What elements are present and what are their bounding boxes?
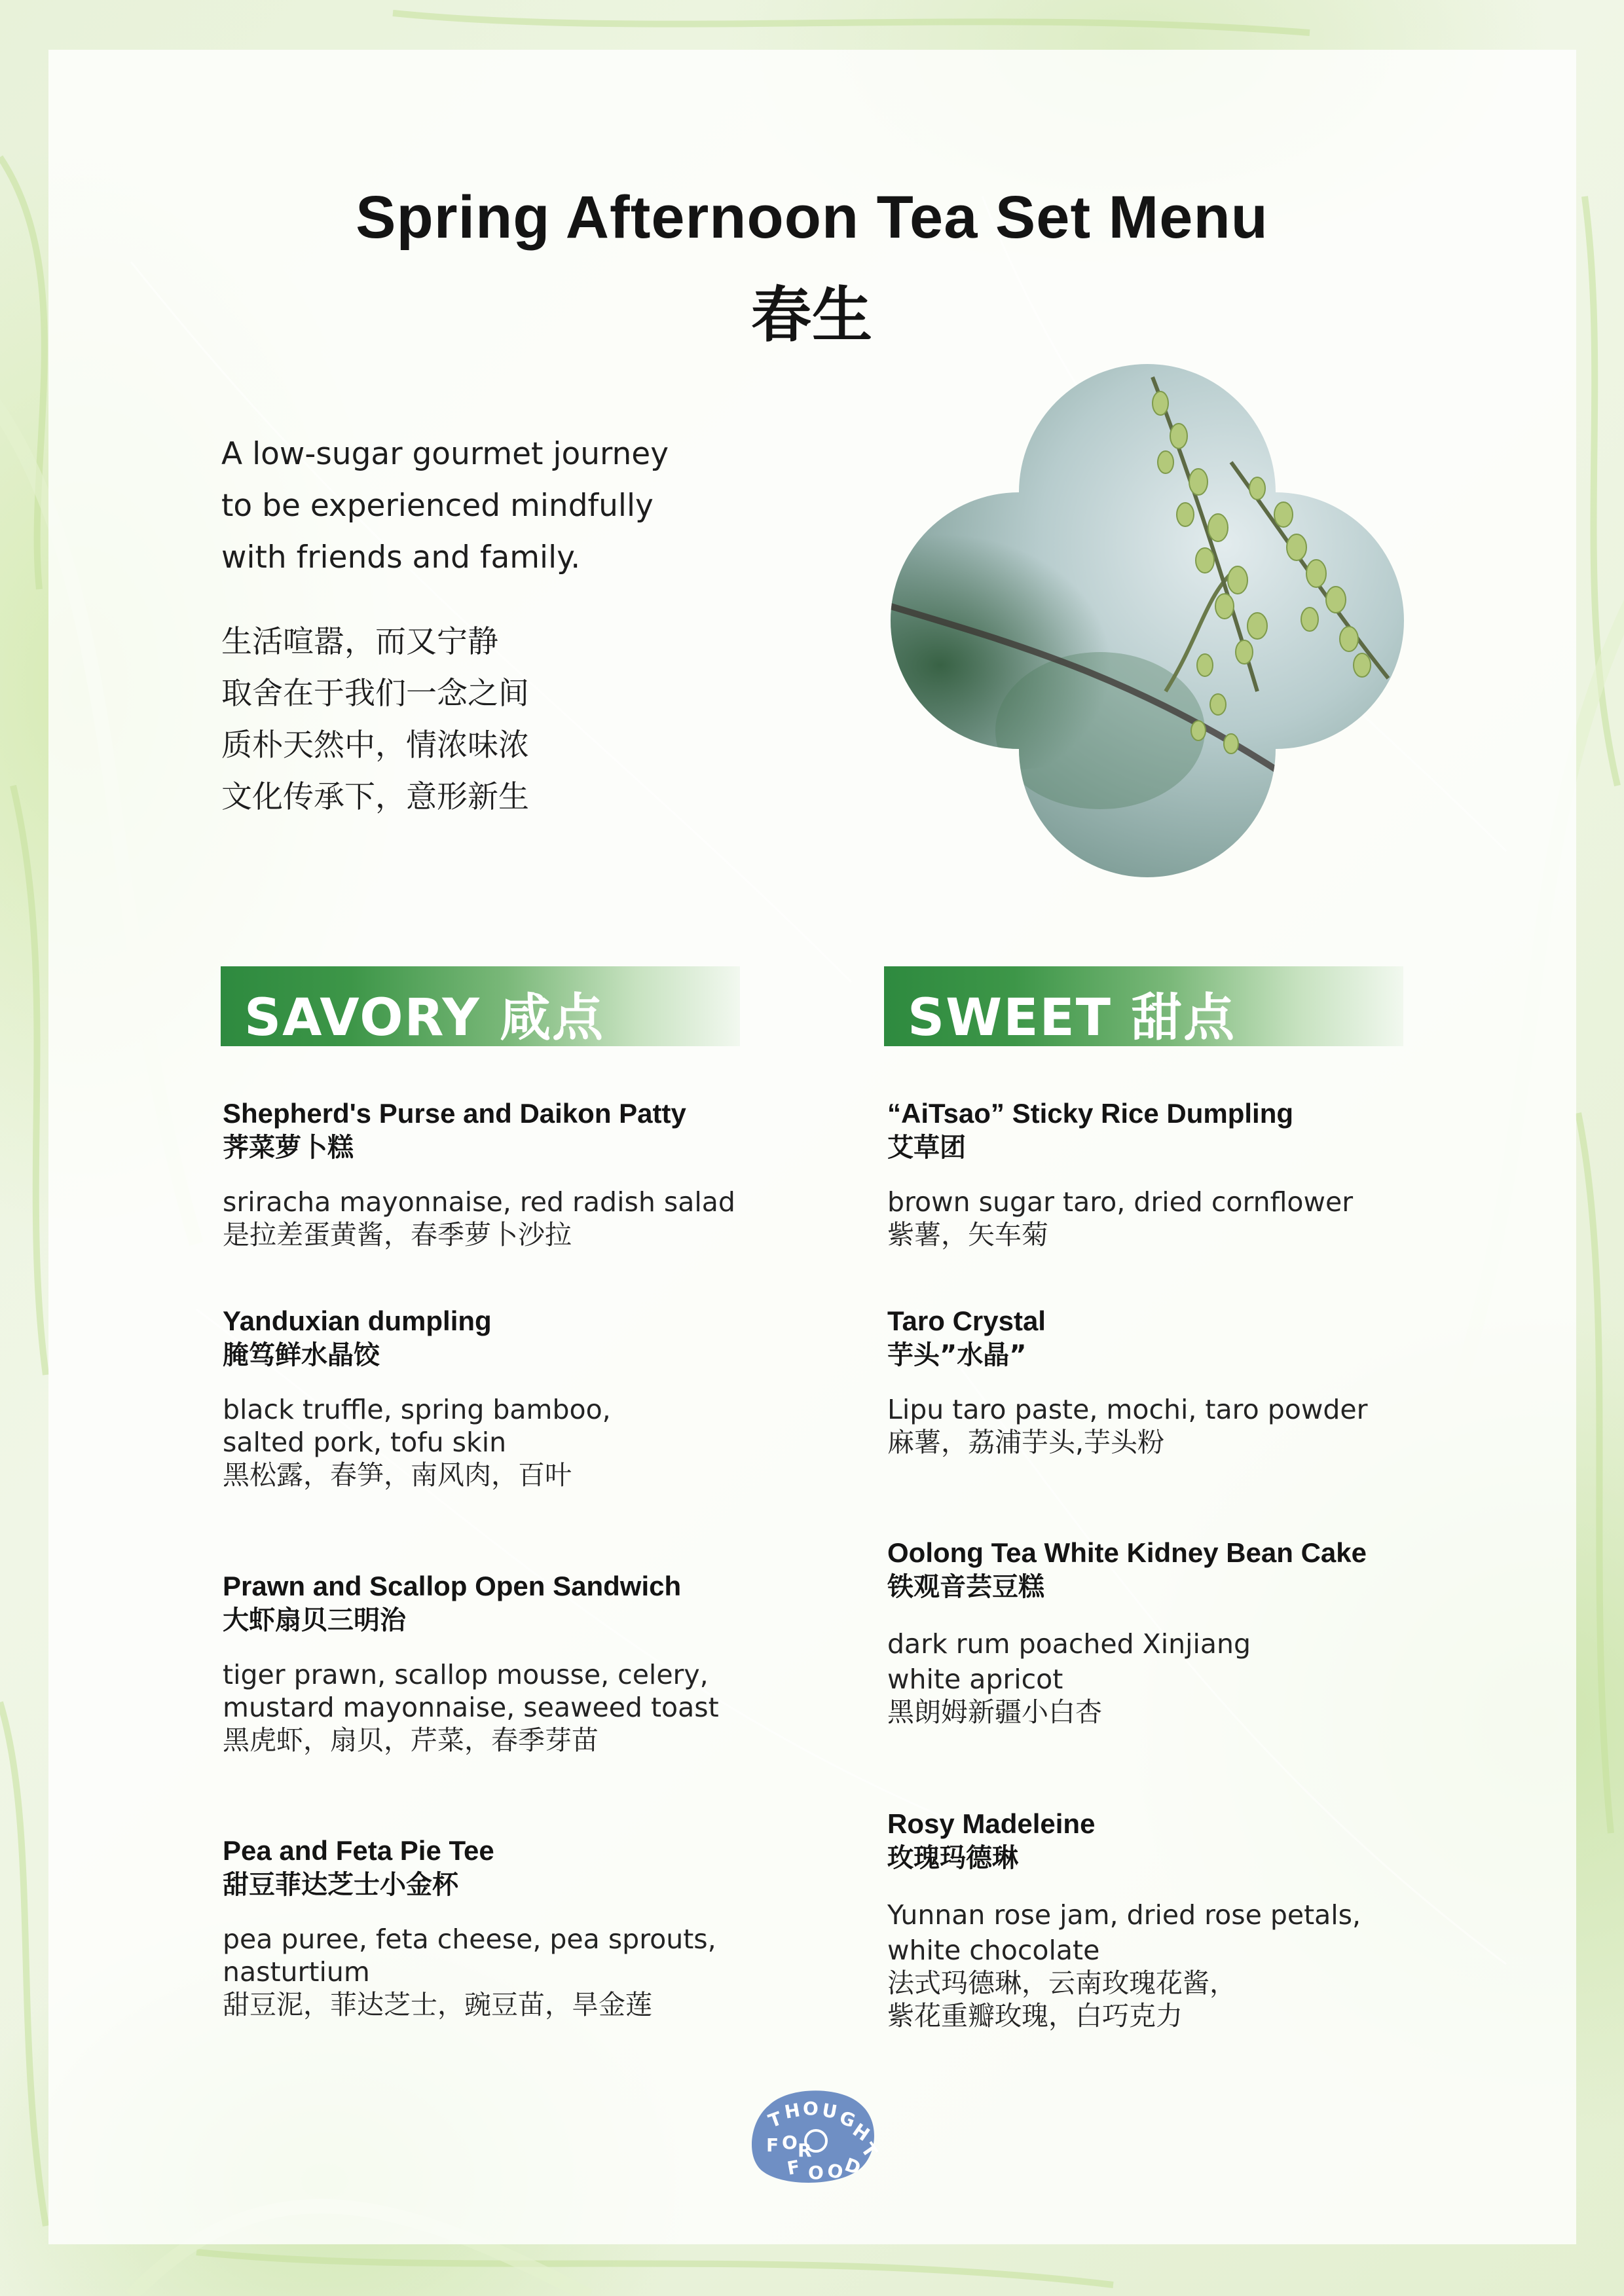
description-line: nasturtium	[223, 1956, 370, 1988]
intro-english	[221, 428, 669, 583]
menu-item-pea-feta-pie-tee	[223, 1834, 760, 2021]
item-name-chinese: 荠菜萝卜糕	[223, 1133, 354, 1163]
description-line: mustard mayonnaise, seaweed toast	[223, 1692, 719, 1723]
description-line: 法式玛德琳，云南玫瑰花酱，	[887, 1967, 1236, 1999]
intro-line: 质朴天然中，情浓味浓	[221, 727, 529, 763]
svg-text:O: O	[825, 2159, 845, 2184]
item-name: Pea and Feta Pie Tee	[223, 1835, 494, 1866]
svg-text:O: O	[782, 2132, 798, 2153]
description-line: 黑朗姆新疆小白杏	[887, 1696, 1102, 1728]
item-name-chinese: 腌笃鲜水晶饺	[223, 1340, 380, 1370]
item-name: Prawn and Scallop Open Sandwich	[223, 1571, 682, 1601]
menu-item-shepherds-purse-patty	[223, 1097, 760, 1251]
description-line: Lipu taro paste, mochi, taro powder	[887, 1394, 1368, 1425]
item-description	[223, 1923, 760, 2021]
description-line: pea puree, feta cheese, pea sprouts,	[223, 1923, 716, 1955]
item-name-chinese: 甜豆菲达芝士小金杯	[223, 1870, 458, 1900]
description-line: Yunnan rose jam, dried rose petals,	[887, 1899, 1361, 1931]
menu-title-chinese: 春生	[750, 280, 873, 350]
item-name-chinese: 铁观音芸豆糕	[887, 1572, 1044, 1602]
description-line: sriracha mayonnaise, red radish salad	[223, 1186, 735, 1218]
menu-item-yanduxian-dumpling	[223, 1304, 760, 1491]
svg-text:O: O	[803, 2098, 819, 2119]
description-line: tiger prawn, scallop mousse, celery,	[223, 1659, 709, 1690]
description-line: dark rum poached Xinjiang	[887, 1628, 1251, 1660]
intro-line: A low-sugar gourmet journey	[221, 436, 669, 472]
item-name: “AiTsao” Sticky Rice Dumpling	[887, 1098, 1294, 1129]
menu-item-prawn-scallop-sandwich	[223, 1569, 760, 1757]
menu-item-oolong-bean-cake	[887, 1536, 1424, 1728]
intro-line: 文化传承下，意形新生	[221, 779, 529, 815]
item-name-chinese: 玫瑰玛德琳	[887, 1843, 1018, 1873]
sweet-section-header	[884, 966, 1403, 1046]
description-line: 黑虎虾，扇贝，芹菜，春季芽苗	[223, 1724, 599, 1756]
intro-line: 取舍在于我们一念之间	[221, 676, 529, 712]
description-line: 甜豆泥，菲达芝士，豌豆苗，旱金莲	[223, 1989, 652, 2020]
item-name: Taro Crystal	[887, 1305, 1046, 1336]
item-description	[887, 1393, 1424, 1459]
description-line: white chocolate	[887, 1935, 1100, 1966]
item-name: Oolong Tea White Kidney Bean Cake	[887, 1537, 1367, 1568]
svg-text:F: F	[785, 2156, 802, 2179]
savory-section-label: SAVORY 咸点	[244, 989, 604, 1048]
svg-text:O: O	[808, 2162, 824, 2183]
description-line: brown sugar taro, dried cornflower	[887, 1186, 1354, 1218]
item-name: Shepherd's Purse and Daikon Patty	[223, 1098, 686, 1129]
item-description	[223, 1658, 760, 1757]
svg-text:H: H	[783, 2099, 802, 2123]
svg-text:H: H	[848, 2119, 874, 2146]
item-description	[223, 1393, 760, 1491]
svg-text:G: G	[836, 2106, 858, 2132]
item-description	[887, 1625, 1424, 1728]
thought-for-food-logo	[743, 2086, 881, 2187]
intro-line: with friends and family.	[221, 539, 581, 575]
description-line: 紫薯，矢车菊	[887, 1219, 1048, 1250]
item-name-chinese: 艾草团	[887, 1133, 966, 1163]
svg-text:F: F	[766, 2134, 779, 2156]
svg-text:T: T	[857, 2139, 881, 2162]
item-name-chinese: 芋头”水晶”	[887, 1340, 1027, 1370]
intro-line: to be experienced mindfully	[221, 488, 654, 524]
item-description	[223, 1186, 760, 1251]
svg-text:D: D	[841, 2153, 864, 2179]
svg-text:U: U	[820, 2099, 839, 2123]
menu-item-taro-crystal	[887, 1304, 1424, 1459]
menu-title: Spring Afternoon Tea Set Menu	[356, 184, 1268, 251]
spring-branch-photo	[891, 364, 1404, 877]
item-description	[887, 1186, 1424, 1251]
description-line: black truffle, spring bamboo,	[223, 1394, 611, 1425]
item-name: Yanduxian dumpling	[223, 1305, 492, 1336]
menu-item-rosy-madeleine	[887, 1807, 1424, 2032]
description-line: 黑松露，春笋，南风肉，百叶	[223, 1459, 572, 1491]
description-line: 是拉差蛋黄酱，春季萝卜沙拉	[223, 1219, 572, 1250]
item-name: Rosy Madeleine	[887, 1808, 1096, 1839]
savory-section-header	[221, 966, 740, 1046]
description-line: 麻薯，荔浦芋头,芋头粉	[887, 1427, 1165, 1458]
description-line: salted pork, tofu skin	[223, 1427, 507, 1458]
item-description	[887, 1896, 1424, 2032]
intro-chinese	[221, 616, 529, 823]
intro-line: 生活喧嚣，而又宁静	[221, 624, 498, 660]
description-line: 紫花重瓣玫瑰，白巧克力	[887, 2000, 1183, 2032]
sweet-section-label: SWEET 甜点	[908, 989, 1236, 1048]
description-line: white apricot	[887, 1664, 1063, 1695]
item-name-chinese: 大虾扇贝三明治	[223, 1605, 406, 1635]
svg-text:T: T	[766, 2107, 785, 2132]
menu-item-aitsao-dumpling	[887, 1097, 1424, 1251]
svg-text:R: R	[798, 2140, 812, 2161]
